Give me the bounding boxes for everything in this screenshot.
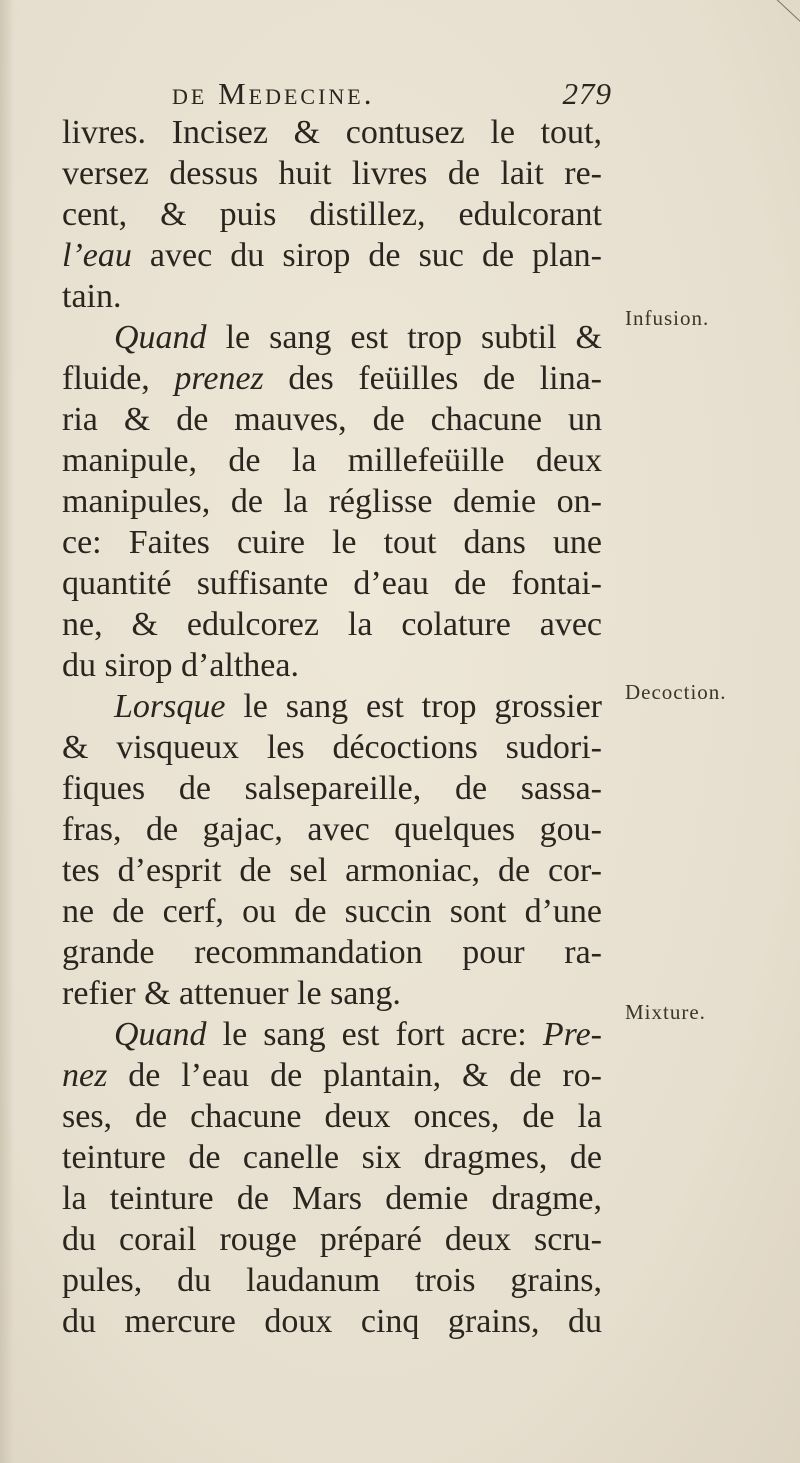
text-line: Lorsque le sang est trop grossier	[114, 688, 602, 725]
running-title: de Medecine.	[172, 76, 375, 111]
text-line: la teinture de Mars demie dragme,	[62, 1180, 602, 1217]
text-line: manipule, de la millefeüille deux	[62, 442, 602, 479]
text-line: cent, & puis distillez, edulcorant	[62, 196, 602, 233]
text-line: refier & attenuer le sang.	[62, 975, 401, 1012]
italic-word: l’eau	[62, 237, 132, 274]
text-line: pules, du laudanum trois grains,	[62, 1262, 602, 1299]
text-line: fiques de salsepareille, de sassa-	[62, 770, 602, 807]
text-line: tes d’esprit de sel armoniac, de cor-	[62, 852, 602, 889]
italic-word: nez	[62, 1057, 108, 1094]
text-line: livres. Incisez & contusez le tout,	[62, 114, 602, 151]
text-line: fluide, prenez des feüilles de lina-	[62, 360, 602, 397]
text-line: ce: Faites cuire le tout dans une	[62, 524, 602, 561]
page-gutter-shadow	[0, 0, 14, 1463]
italic-word: prenez	[174, 360, 264, 397]
margin-note-mixture: Mixture.	[625, 1000, 706, 1024]
text-line: Quand le sang est trop subtil &	[114, 319, 602, 356]
italic-word: Lorsque	[114, 688, 226, 725]
text-line: du corail rouge préparé deux scru-	[62, 1221, 602, 1258]
text-line: l’eau avec du sirop de suc de plan-	[62, 237, 602, 274]
text-line: fras, de gajac, avec quelques gou-	[62, 811, 602, 848]
text-line: quantité suffisante d’eau de fontai-	[62, 565, 602, 602]
italic-word: Quand	[114, 319, 207, 356]
text-line: du mercure doux cinq grains, du	[62, 1303, 602, 1340]
text-line: Quand le sang est fort acre: Pre-	[114, 1016, 602, 1053]
text-line: teinture de canelle six dragmes, de	[62, 1139, 602, 1176]
text-line: tain.	[62, 278, 122, 315]
text-line: grande recommandation pour ra-	[62, 934, 602, 971]
page-number: 279	[562, 76, 612, 111]
text-line: ne, & edulcorez la colature avec	[62, 606, 602, 643]
body-text	[62, 112, 602, 1342]
italic-word: Pre-	[542, 1016, 602, 1053]
text-line: & visqueux les décoctions sudori-	[62, 729, 602, 766]
text-line: versez dessus huit livres de lait re-	[62, 155, 602, 192]
text-line: ses, de chacune deux onces, de la	[62, 1098, 602, 1135]
text-line: ria & de mauves, de chacune un	[62, 401, 602, 438]
margin-note-infusion: Infusion.	[625, 306, 710, 330]
page-corner-crease	[729, 0, 800, 31]
italic-word: Quand	[114, 1016, 207, 1053]
text-line: du sirop d’althea.	[62, 647, 299, 684]
text-line: manipules, de la réglisse demie on-	[62, 483, 602, 520]
page-header	[172, 76, 612, 116]
text-line: ne de cerf, ou de succin sont d’une	[62, 893, 602, 930]
margin-note-decoction: Decoction.	[625, 680, 727, 704]
text-line: nez de l’eau de plantain, & de ro-	[62, 1057, 602, 1094]
